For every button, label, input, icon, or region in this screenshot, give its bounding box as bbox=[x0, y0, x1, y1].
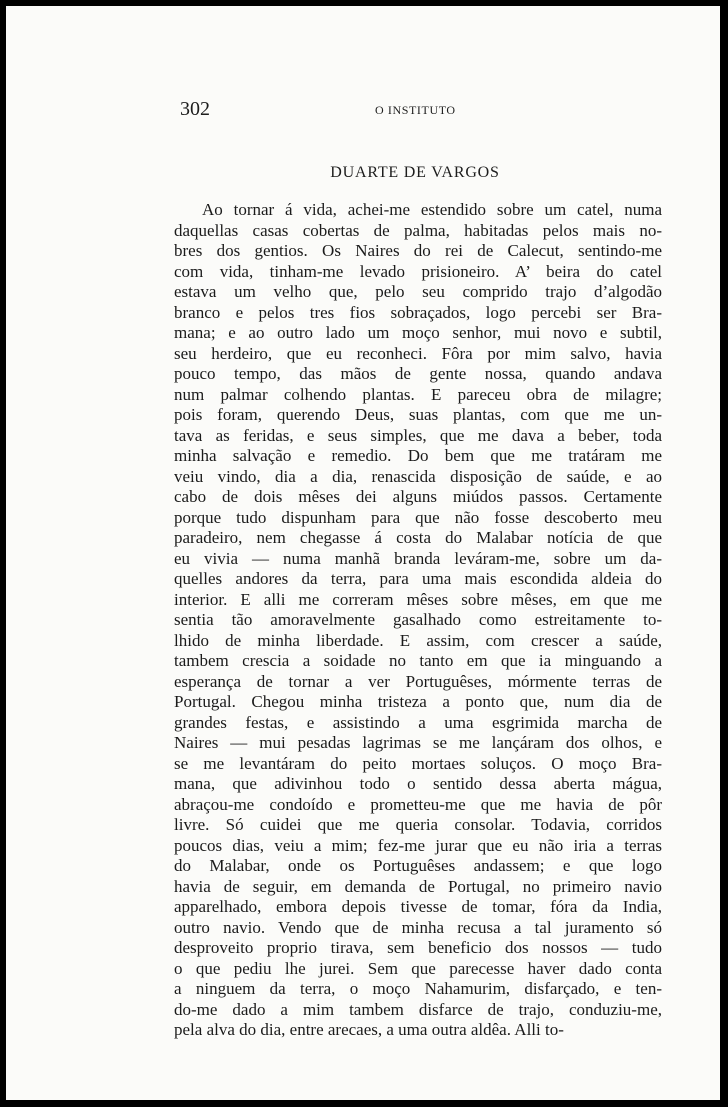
text-line: poucos dias, veiu a mim; fez-me jurar que eu não iria a terras bbox=[174, 835, 662, 855]
text-line: interior. E alli me correram mêses sobre mêses, em que me bbox=[174, 589, 662, 609]
text-line: grandes festas, e assistindo a uma esgrimida marcha de bbox=[174, 712, 662, 732]
text-line: se me levantáram do peito mortaes soluços. O moço Bra- bbox=[174, 753, 662, 773]
text-line: do-me dado a mim tambem disfarce de trajo, conduziu-me, bbox=[174, 999, 662, 1019]
text-line: pois foram, querendo Deus, suas plantas, com que me un- bbox=[174, 405, 662, 424]
text-line: veiu vindo, dia a dia, renascida disposição de saúde, e ao bbox=[174, 466, 662, 486]
text-line: Ao tornar á vida, achei-me estendido sobre um catel, numa bbox=[202, 200, 662, 219]
text-line: estava um velho que, pelo seu comprido trajo d’algodão bbox=[174, 282, 662, 301]
text-line: o que pediu lhe jurei. Sem que parecesse haver dado conta bbox=[174, 958, 662, 978]
text-line: paradeiro, nem chegasse á costa do Malabar notícia de que bbox=[174, 528, 662, 547]
text-line: eu vivia — numa manhã branda leváram-me, sobre um da- bbox=[174, 548, 662, 568]
page-number: 302 bbox=[180, 98, 210, 120]
text-line: quelles andores da terra, para uma mais escondida aldeia do bbox=[174, 569, 662, 588]
text-line: lhido de minha liberdade. E assim, com crescer a saúde, bbox=[174, 630, 662, 650]
text-line: a ninguem da terra, o moço Nahamurim, disfarçado, e ten- bbox=[174, 979, 662, 998]
text-line: minha salvação e remedio. Do bem que me tratáram me bbox=[174, 446, 662, 465]
text-line: Naires — mui pesadas lagrimas se me lançáram dos olhos, e bbox=[174, 733, 662, 752]
running-head bbox=[180, 98, 672, 126]
section-title: DUARTE DE VARGOS bbox=[330, 164, 500, 181]
text-line: pouco tempo, das mãos de gente nossa, quando andava bbox=[174, 364, 662, 383]
text-line: mana; e ao outro lado um moço senhor, mui novo e subtil, bbox=[174, 323, 662, 342]
journal-title: O INSTITUTO bbox=[375, 103, 456, 117]
body-paragraph bbox=[174, 200, 662, 1041]
text-line: tava as feridas, e seus simples, que me dava a beber, toda bbox=[174, 425, 662, 445]
text-line: livre. Só cuidei que me queria consolar. Todavia, corridos bbox=[174, 815, 662, 834]
text-line: bres dos gentios. Os Naires do rei de Calecut, sentindo-me bbox=[174, 241, 662, 260]
text-line: sentia tão amoravelmente gasalhado como estreitamente to- bbox=[174, 610, 662, 629]
text-line: tambem crescia a soidade no tanto em que ia minguando a bbox=[174, 651, 662, 670]
text-line: esperança de tornar a ver Portuguêses, mórmente terras de bbox=[174, 671, 662, 691]
text-line: havia de seguir, em demanda de Portugal, no primeiro navio bbox=[174, 876, 662, 896]
text-line: branco e pelos tres fios sobraçados, logo percebi ser Bra- bbox=[174, 302, 662, 322]
text-line: mana, que adivinhou todo o sentido dessa aberta mágua, bbox=[174, 774, 662, 793]
text-line: cabo de dois mêses dei alguns miúdos passos. Certamente bbox=[174, 487, 662, 506]
text-line: num palmar colhendo plantas. E pareceu obra de milagre; bbox=[174, 384, 662, 404]
text-line: outro navio. Vendo que de minha recusa a tal juramento só bbox=[174, 917, 662, 937]
text-line: Portugal. Chegou minha tristeza a ponto que, num dia de bbox=[174, 692, 662, 711]
text-line: desproveito proprio tirava, sem beneficio dos nossos — tudo bbox=[174, 938, 662, 957]
text-line: daquellas casas cobertas de palma, habitadas pelos mais no- bbox=[174, 220, 662, 240]
text-line: pela alva do dia, entre arecaes, a uma outra aldêa. Alli to- bbox=[174, 1020, 564, 1039]
text-line: com vida, tinham-me levado prisioneiro. A’ beira do catel bbox=[174, 261, 662, 281]
text-line: abraçou-me condoído e prometteu-me que me havia de pôr bbox=[174, 794, 662, 814]
text-line: porque tudo dispunham para que não fosse descoberto meu bbox=[174, 507, 662, 527]
text-line: apparelhado, embora depois tivesse de tomar, fóra da India, bbox=[174, 897, 662, 916]
document-page bbox=[6, 6, 720, 1100]
text-line: seu herdeiro, que eu reconheci. Fôra por mim salvo, havia bbox=[174, 343, 662, 363]
text-line: do Malabar, onde os Portuguêses andassem; e que logo bbox=[174, 856, 662, 875]
